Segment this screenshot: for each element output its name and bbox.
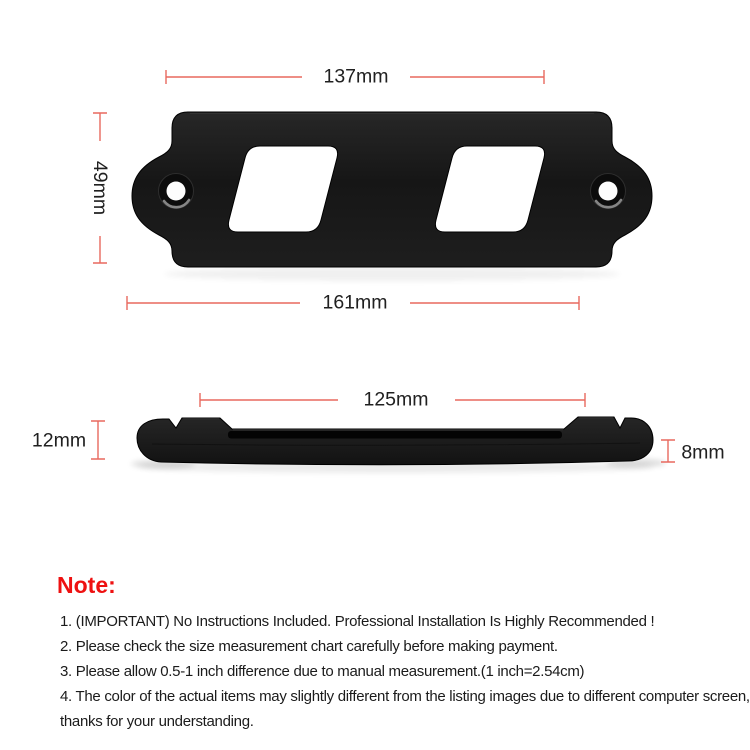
dim-label-12mm: 12mm <box>31 429 87 452</box>
dim-8mm-line <box>661 440 675 462</box>
dim-label-161mm: 161mm <box>322 291 388 314</box>
note-title: Note: <box>57 572 116 598</box>
dim-label-49mm: 49mm <box>88 160 111 216</box>
dim-12mm-line <box>91 421 105 459</box>
side-view-bracket <box>131 417 666 473</box>
dim-label-8mm: 8mm <box>681 441 725 464</box>
note-item-2: 2. Please check the size measurement chart carefully before making payment. <box>60 637 558 655</box>
dim-label-125mm: 125mm <box>363 388 429 411</box>
dim-label-137mm: 137mm <box>323 65 389 88</box>
mounting-hole-left <box>159 174 194 209</box>
plate-outline <box>132 112 652 267</box>
top-view-shadow <box>164 267 620 281</box>
note-item-4: 4. The color of the actual items may slightly different from the listing images due to different computer screen, thanks for your understanding. <box>60 687 750 730</box>
mounting-hole-right <box>591 174 626 209</box>
side-top-slot <box>228 431 562 439</box>
side-silhouette <box>137 417 653 465</box>
note-item-3: 3. Please allow 0.5-1 inch difference due to manual measurement.(1 inch=2.54cm) <box>60 662 585 680</box>
top-view-bracket <box>132 112 652 281</box>
note-section <box>57 572 750 734</box>
note-item-1: 1. (IMPORTANT) No Instructions Included. Professional Installation Is Highly Recommended ! <box>60 612 655 630</box>
